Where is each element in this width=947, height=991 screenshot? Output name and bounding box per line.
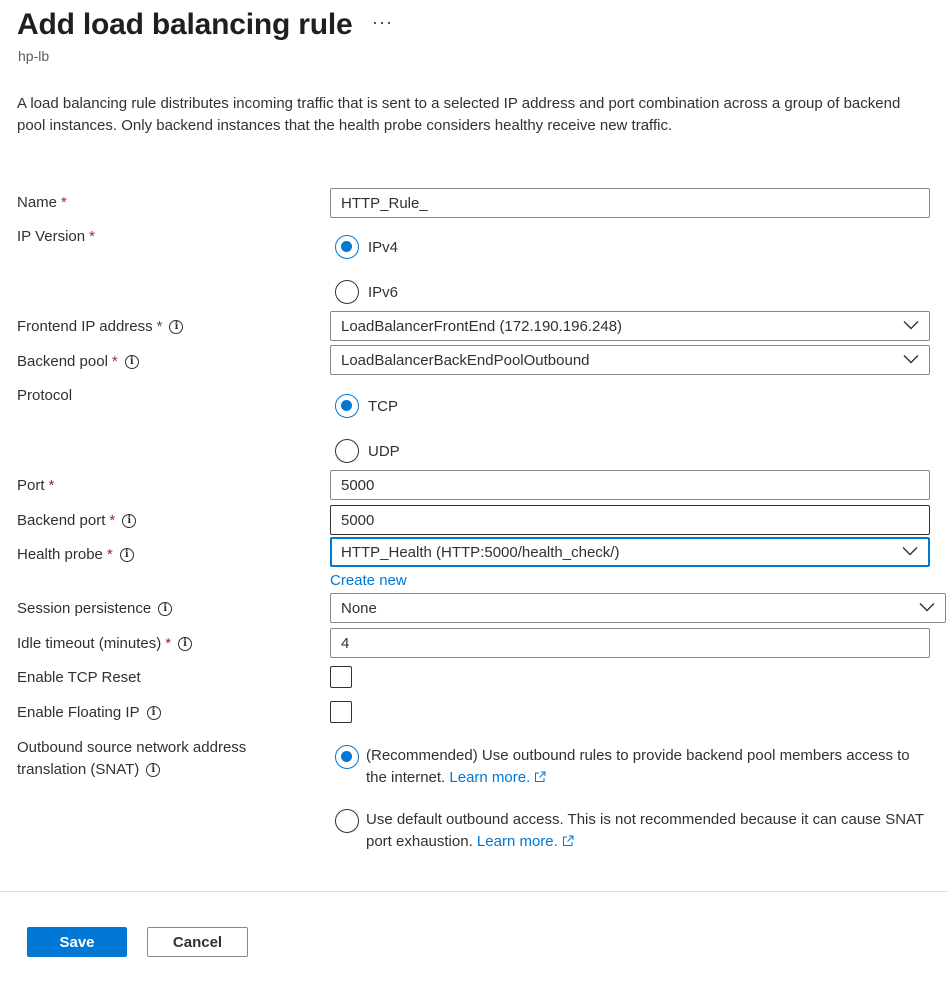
udp-radio[interactable]	[335, 439, 400, 463]
frontend-ip-label-text: Frontend IP address	[17, 318, 153, 335]
more-options-icon[interactable]: ···	[372, 12, 393, 32]
radio-selected-icon[interactable]	[335, 394, 359, 418]
health-probe-dropdown[interactable]	[330, 537, 930, 567]
backend-pool-value: LoadBalancerBackEndPoolOutbound	[341, 351, 590, 369]
required-mark: *	[61, 194, 67, 211]
name-label-text: Name	[17, 194, 58, 211]
required-mark: *	[89, 228, 95, 245]
ipv6-radio-label: IPv6	[368, 283, 399, 301]
required-mark: *	[109, 512, 116, 529]
learn-more-link[interactable]	[477, 833, 574, 850]
info-icon[interactable]: i	[146, 763, 160, 777]
learn-more-link-text[interactable]: Learn more.	[449, 769, 531, 786]
idle-timeout-input-value: 4	[341, 634, 350, 652]
tcp-reset-label-text: Enable TCP Reset	[17, 669, 141, 686]
port-label-text: Port	[17, 477, 45, 494]
info-icon[interactable]: i	[158, 602, 172, 616]
health-probe-label-text: Health probe	[17, 546, 103, 563]
backend-port-label	[17, 512, 136, 529]
udp-radio-label: UDP	[368, 442, 400, 460]
ipv4-radio-label: IPv4	[368, 238, 399, 256]
frontend-ip-dropdown[interactable]	[330, 311, 930, 341]
info-icon[interactable]: i	[125, 355, 139, 369]
required-mark: *	[111, 353, 118, 370]
backend-port-label-text: Backend port	[17, 512, 106, 529]
snat-label-line2-row	[17, 759, 246, 781]
snat-option1-description: (Recommended) Use outbound rules to provide backend pool members access to the internet.	[366, 747, 910, 786]
chevron-down-icon	[903, 321, 919, 331]
page-title: Add load balancing rule	[17, 8, 353, 41]
idle-timeout-label-text: Idle timeout (minutes)	[17, 635, 162, 652]
learn-more-link-text[interactable]: Learn more.	[476, 833, 558, 850]
learn-more-link[interactable]	[449, 769, 546, 786]
tcp-radio-label: TCP	[368, 397, 398, 415]
snat-label-line1: Outbound source network address	[17, 739, 247, 756]
ipv6-radio[interactable]	[335, 280, 398, 304]
frontend-ip-label	[17, 318, 183, 335]
footer-divider	[0, 891, 947, 892]
protocol-label	[17, 387, 72, 404]
chevron-down-icon	[902, 547, 918, 557]
ip-version-label-text: IP Version	[17, 228, 86, 245]
frontend-ip-value: LoadBalancerFrontEnd (172.190.196.248)	[341, 317, 623, 335]
chevron-down-icon	[903, 355, 919, 365]
port-input[interactable]	[330, 470, 930, 500]
name-label	[17, 194, 67, 211]
radio-unselected-icon[interactable]	[335, 280, 359, 304]
backend-pool-dropdown[interactable]	[330, 345, 930, 375]
radio-selected-icon[interactable]	[335, 745, 359, 769]
name-input-value: HTTP_Rule_	[341, 194, 428, 212]
required-mark: *	[106, 546, 113, 563]
session-persistence-label	[17, 600, 172, 617]
radio-unselected-icon[interactable]	[335, 439, 359, 463]
snat-outbound-rules-radio[interactable]	[335, 745, 359, 769]
tcp-radio[interactable]	[335, 394, 398, 418]
info-icon[interactable]: i	[122, 514, 136, 528]
ip-version-label	[17, 228, 95, 245]
info-icon[interactable]: i	[147, 706, 161, 720]
idle-timeout-label	[17, 635, 192, 652]
snat-option2-description: Use default outbound access. This is not recommended because it can cause SNAT port exhaustion.	[366, 811, 924, 850]
info-icon[interactable]: i	[120, 548, 134, 562]
page-subtitle: hp-lb	[18, 48, 50, 64]
info-icon[interactable]: i	[178, 637, 192, 651]
required-mark: *	[48, 477, 55, 494]
required-mark: *	[156, 318, 163, 335]
external-link-icon	[562, 835, 574, 847]
snat-label-line2: translation (SNAT)	[17, 761, 140, 778]
external-link-icon	[534, 771, 546, 783]
session-persistence-label-text: Session persistence	[17, 600, 152, 617]
create-new-link[interactable]: Create new	[330, 572, 407, 589]
info-icon[interactable]: i	[169, 320, 183, 334]
required-mark: *	[165, 635, 172, 652]
backend-port-input-value: 5000	[341, 511, 375, 529]
snat-option1-text	[366, 745, 926, 789]
floating-ip-label	[17, 704, 161, 721]
tcp-reset-label	[17, 669, 141, 686]
session-persistence-dropdown[interactable]	[330, 593, 946, 623]
tcp-reset-checkbox[interactable]	[330, 666, 352, 688]
backend-port-input[interactable]	[330, 505, 930, 535]
chevron-down-icon	[919, 603, 935, 613]
protocol-label-text: Protocol	[17, 387, 73, 404]
snat-label	[17, 737, 246, 781]
session-persistence-value: None	[341, 599, 377, 617]
radio-unselected-icon[interactable]	[335, 809, 359, 833]
port-label	[17, 477, 54, 494]
health-probe-value: HTTP_Health (HTTP:5000/health_check/)	[341, 543, 620, 561]
cancel-button[interactable]: Cancel	[147, 927, 248, 957]
name-input[interactable]	[330, 188, 930, 218]
idle-timeout-input[interactable]	[330, 628, 930, 658]
health-probe-label	[17, 546, 134, 563]
backend-pool-label-text: Backend pool	[17, 353, 108, 370]
save-button[interactable]: Save	[27, 927, 127, 957]
ipv4-radio[interactable]	[335, 235, 398, 259]
port-input-value: 5000	[341, 476, 375, 494]
floating-ip-label-text: Enable Floating IP	[17, 704, 140, 721]
radio-selected-icon[interactable]	[335, 235, 359, 259]
floating-ip-checkbox[interactable]	[330, 701, 352, 723]
backend-pool-label	[17, 353, 139, 370]
snat-default-outbound-radio[interactable]	[335, 809, 359, 833]
description-text: A load balancing rule distributes incoming traffic that is sent to a selected IP address and port combination across a group of backend pool instances. Only backend instances that the health probe considers healthy receive new traffic.	[17, 95, 901, 134]
snat-option2-text	[366, 809, 926, 853]
